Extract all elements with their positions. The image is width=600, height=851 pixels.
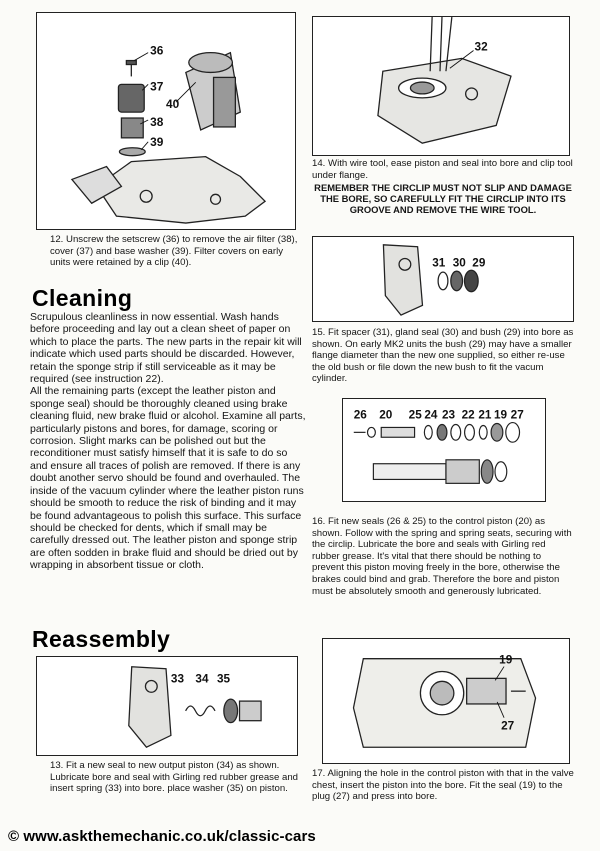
- caption-text: Unscrew the setscrew (36) to remove the air filter (38), cover (37) and base washer (39). Filter covers on early units were retained by a clip (40).: [50, 234, 298, 269]
- caption-text: Fit new seals (26 & 25) to the control piston (20) as shown. Follow with the spring and spring seats, securing with the circlip. Lubricate the bore and seals with Girling red rubber grease. It's vital that there should be nothing to prevent this piston moving freely in the bore, otherwise the brakes could bind and grab. Therefore the bore and piston must be absolutely smooth and generously lubricated.: [312, 516, 572, 597]
- figure-12-drawing: [37, 13, 295, 229]
- cleaning-paragraph-1: Scrupulous cleanliness in now essential. Wash hands before proceeding and lay out a clean sheet of paper on which to place the parts. The new parts in the repair kit will indicate which used parts should be discarded. However, retain the sponge strip if still serviceable as it may be required (see instruction 22).: [30, 311, 302, 386]
- fig15-label: 29: [472, 256, 486, 270]
- fig16-label: 27: [510, 408, 524, 422]
- caption-number: 12.: [50, 234, 64, 245]
- figure-12: [36, 12, 296, 230]
- copyright-footer: © www.askthemechanic.co.uk/classic-cars: [8, 828, 316, 845]
- caption-text: Fit spacer (31), gland seal (30) and bush (29) into bore as shown. On early MK2 units the bush (29) may have a smaller flange diameter than the new one supplied, so either re-use the old bush or file down the new bush to fit the vacum cylinder.: [312, 327, 574, 385]
- figure-17: [322, 638, 570, 764]
- fig16-label: 22: [461, 408, 475, 422]
- figure-14-drawing: [313, 17, 569, 155]
- figure-17-drawing: [323, 639, 569, 763]
- caption-warning: REMEMBER THE CIRCLIP MUST NOT SLIP AND DAMAGE THE BORE, SO CAREFULLY FIT THE CIRCLIP INTO ITS GROOVE AND REMOVE THE WIRE TOOL.: [314, 182, 572, 216]
- caption-16: [312, 516, 574, 597]
- fig16-label: 23: [442, 408, 456, 422]
- fig12-label: 39: [150, 134, 164, 149]
- fig12-label: 37: [150, 79, 164, 94]
- cleaning-body: [30, 311, 306, 572]
- caption-17: [312, 768, 574, 803]
- fig12-label: 40: [166, 97, 180, 112]
- figure-15-drawing: [313, 237, 573, 321]
- figure-13-drawing: [37, 657, 297, 755]
- fig16-label: 19: [494, 408, 508, 422]
- caption-14: [312, 158, 574, 215]
- fig12-label: 38: [150, 114, 164, 129]
- fig17-label: 27: [501, 718, 515, 733]
- figure-13: [36, 656, 298, 756]
- fig12-label: 36: [150, 43, 164, 58]
- fig16-label: 24: [424, 408, 438, 422]
- fig13-label: 34: [195, 672, 209, 686]
- fig13-label: 33: [170, 672, 184, 686]
- caption-number: 15.: [312, 327, 326, 338]
- figure-15: [312, 236, 574, 322]
- cleaning-paragraph-2: All the remaining parts (except the leather piston and sponge seal) should be thoroughly cleaned using brake cleaning fluid, new brake fluid or alcohol. Examine all parts, particularly pistons and bores, for damage, scoring or corrosion. Slight marks can be polished out but the reconditioner must satisfy himself that it is safe to do so and ensure all traces of polish are removed. If there is any doubt another servo should be found and overhauled. The inside of the vacuum cylinder where the leather piston runs should be smooth to reduce the risk of binding and it may be found advantageous to polish this surface. This surface should be checked for dents, which if small may be carefully dressed out. The leather piston and sponge strip are often sodden in brake fluid and should be dried out by wrapping in absorbent tissue or cloth.: [30, 385, 306, 572]
- caption-number: 16.: [312, 516, 326, 527]
- figure-16-drawing: [343, 399, 545, 501]
- caption-text: Aligning the hole in the control piston with that in the valve chest, insert the piston into the bore. Fit the seal (19) to the plug (27) and press into bore.: [312, 768, 574, 803]
- fig16-label: 20: [379, 408, 393, 422]
- caption-text: Fit a new seal to new output piston (34) as shown. Lubricate bore and seal with Girling red rubber grease and insert spring (33) into bore. place washer (35) on piston.: [50, 760, 298, 795]
- fig17-label: 19: [499, 652, 513, 667]
- reassembly-heading: Reassembly: [32, 626, 171, 652]
- caption-13: [50, 760, 302, 795]
- figure-16: [342, 398, 546, 502]
- caption-12: [50, 234, 298, 269]
- fig16-label: 26: [353, 408, 367, 422]
- caption-number: 14.: [312, 158, 326, 169]
- caption-text: With wire tool, ease piston and seal into bore and clip tool under flange.: [312, 158, 573, 181]
- cleaning-heading: Cleaning: [32, 285, 133, 311]
- fig15-label: 30: [452, 256, 466, 270]
- caption-number: 13.: [50, 760, 64, 771]
- caption-15: [312, 327, 574, 385]
- fig13-label: 35: [216, 672, 231, 686]
- caption-number: 17.: [312, 768, 326, 779]
- fig14-label: 32: [474, 39, 488, 54]
- figure-14: [312, 16, 570, 156]
- fig16-label: 21: [478, 408, 492, 422]
- fig16-label: 25: [408, 408, 422, 422]
- fig15-label: 31: [432, 256, 446, 270]
